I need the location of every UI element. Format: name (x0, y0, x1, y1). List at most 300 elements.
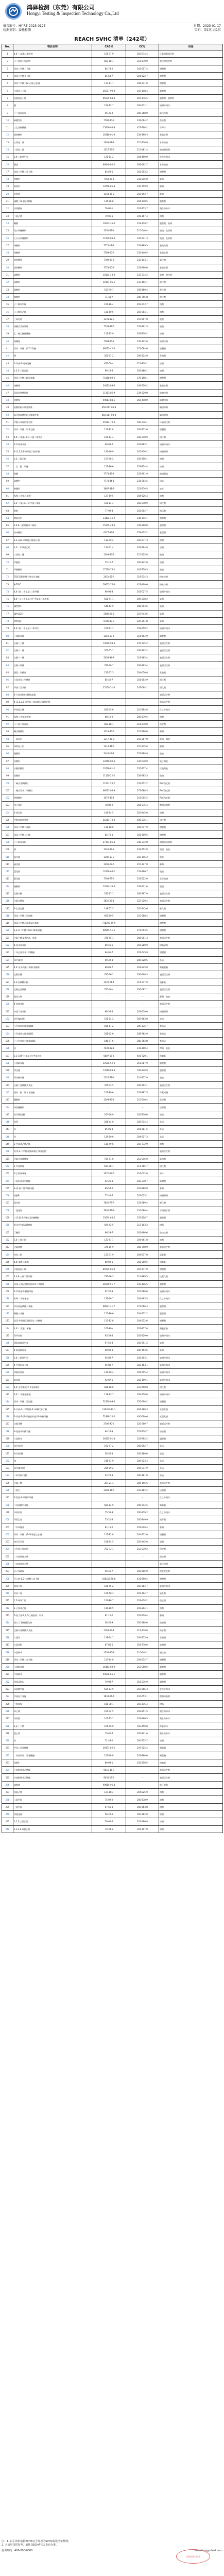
cell-ec: 205-911-9 (126, 1465, 159, 1472)
cell-no: 27 (2, 242, 13, 249)
cell-substance: 硅酸铅 (13, 772, 92, 779)
cell-use: 颜料 (159, 190, 223, 197)
cell-substance: 二氯甲烷 (13, 1796, 92, 1803)
cell-cas: 80-09-1 (92, 1258, 126, 1265)
cell-no: 79 (2, 625, 13, 632)
cell-no: 183 (2, 1391, 13, 1398)
cell-no: 108 (2, 838, 13, 845)
cell-use: 玻璃、陶瓷 (159, 735, 223, 742)
cell-cas: 10124-43-3 (92, 271, 126, 278)
cell-ec: - (126, 1104, 159, 1111)
cell-no: 237 (2, 1789, 13, 1796)
cell-use: 增塑剂 (159, 824, 223, 831)
cell-no: 135 (2, 1037, 13, 1044)
table-row (2, 905, 223, 912)
cell-cas: 99685-96-8 (92, 1781, 126, 1788)
cell-substance: 1,4-二氧六环 (13, 1236, 92, 1243)
cell-no: 34 (2, 293, 13, 300)
cell-ec: 233-402-1 (126, 279, 159, 286)
cell-substance: 重铬酸钠 (13, 131, 92, 139)
cell-ec: - (126, 404, 159, 411)
cell-no: 176 (2, 1339, 13, 1346)
table-row (2, 1479, 223, 1486)
cell-cas: 85-42-7 (92, 676, 126, 684)
table-row (2, 94, 223, 101)
cell-ec: - (126, 1560, 159, 1567)
table-row (2, 1693, 223, 1700)
cell-use: 杀菌剂 (159, 1634, 223, 1641)
cell-use: 玻璃、洗涤剂 (159, 227, 223, 234)
cell-ec: 233-331-6 (126, 883, 159, 890)
cell-use: 玻璃澄清剂 (159, 146, 223, 153)
cell-substance: 偶氮二甲酰胺 (13, 669, 92, 676)
cell-substance: 1-乙烯基咪唑 (13, 1170, 92, 1177)
cell-substance: 荧蒽 (13, 1118, 92, 1126)
cell-ec: 203-438-2 (126, 1597, 159, 1604)
cell-ec: 201-250-5 (126, 1759, 159, 1766)
table-row (2, 1737, 223, 1744)
table-row (2, 824, 223, 831)
cell-ec: 205-883-8 (126, 1015, 159, 1022)
cell-ec: 208-764-9 (126, 1030, 159, 1037)
cell-ec: 204-118-5 (126, 197, 159, 205)
cell-cas: 838-88-0 (92, 1383, 126, 1391)
cell-substance: 三氯甲烷 (13, 1803, 92, 1810)
cell-cas: 71888-89-6 (92, 375, 126, 382)
cell-cas: 1319-46-6 (92, 728, 126, 735)
cell-use: 阻燃剂 (159, 1671, 223, 1678)
cell-use: 阻燃剂 (159, 1310, 223, 1317)
cell-use: 固化剂 (159, 816, 223, 823)
cell-no: 168 (2, 1280, 13, 1287)
table-row (2, 522, 223, 529)
cell-cas: 205-99-2 (92, 1465, 126, 1472)
cell-ec: 401-720-1 (126, 1052, 159, 1059)
cell-cas: 218-01-9 (92, 1457, 126, 1464)
cell-substance: 碳酸钴 (13, 286, 92, 293)
table-row (2, 323, 223, 330)
cell-no: 140 (2, 1074, 13, 1081)
cell-use: 溶剂 (159, 301, 223, 308)
table-row (2, 956, 223, 963)
cell-substance: 1,1,2-三氯乙烷 (13, 1818, 92, 1825)
table-row (2, 1575, 223, 1582)
table-row (2, 1781, 223, 1788)
cell-use: 稳定剂 (159, 1546, 223, 1553)
cell-substance: 硫酸钴 (13, 271, 92, 278)
table-row (2, 639, 223, 647)
cell-use: 热敏纸 (159, 1258, 223, 1265)
cell-cas: 12060-00-3 (92, 757, 126, 765)
cell-cas: 127-19-5 (92, 492, 126, 499)
cell-ec: 212-039-2 (126, 1546, 159, 1553)
table-row (2, 1810, 223, 1818)
cell-ec: 202-318-7 (126, 1428, 159, 1435)
cell-no: 62 (2, 500, 13, 507)
cell-ec: 204-214-7 (126, 1656, 159, 1663)
cell-cas: - (92, 993, 126, 1001)
cell-no: 2 (2, 58, 13, 65)
cell-cas: 3380-34-5 (92, 1486, 126, 1494)
cell-cas: 166412-78-8 (92, 1575, 126, 1582)
cell-use: 染料 (159, 603, 223, 610)
cell-ec: 202-506-9 (126, 1568, 159, 1575)
cell-substance: 八甲基环四硅氧烷D4 (13, 1023, 92, 1030)
cell-use: PVC稳定剂 (159, 787, 223, 794)
cell-use: 杂质 (159, 1126, 223, 1133)
cell-ec: 215-116-9 (126, 139, 159, 146)
cell-no: 33 (2, 286, 13, 293)
cell-no: 130 (2, 1001, 13, 1008)
cell-ec: 204-927-3 (126, 1133, 159, 1140)
table-row (2, 1052, 223, 1059)
cell-substance: 二丁基锡二氯化物 (13, 58, 92, 65)
table-row (2, 1162, 223, 1170)
cell-ec: 202-987-5 (126, 1089, 159, 1096)
cell-no: 153 (2, 1170, 13, 1177)
cell-substance: 联苯胺 (13, 1376, 92, 1383)
cell-no: 39 (2, 330, 13, 337)
cell-cas: 1163-19-5 (92, 632, 126, 639)
cell-no: 18 (2, 176, 13, 183)
cell-use: 杀虫剂 (159, 116, 223, 124)
cell-cas: 101-61-1 (92, 625, 126, 632)
cell-no: 128 (2, 986, 13, 993)
cell-use: 增塑剂 (159, 426, 223, 433)
cell-no: 118 (2, 912, 13, 919)
cell-cas: 548-62-9 (92, 603, 126, 610)
cell-use: 阻燃剂、玻璃 (159, 219, 223, 227)
cell-ec: 210-894-6 (126, 706, 159, 713)
table-row (2, 1148, 223, 1155)
cell-substance: 得克隆 (13, 1066, 92, 1074)
table-row (2, 1045, 223, 1052)
cell-substance: 叠氮化铅 (13, 514, 92, 521)
cell-cas: 15606-95-8 (92, 124, 126, 131)
cell-use: 杂质 (159, 1118, 223, 1126)
cell-cas: 110-80-5 (92, 308, 126, 315)
cell-cas: 110-49-6 (92, 1140, 126, 1147)
cell-cas: 79-06-1 (92, 205, 126, 212)
cell-ec: 271-084-6 (126, 345, 159, 352)
cell-use: 起爆剂 (159, 514, 223, 521)
cell-use: 溶剂 (159, 713, 223, 720)
table-row (2, 1376, 223, 1383)
table-row (2, 1707, 223, 1715)
cell-ec: 232-064-2 (126, 116, 159, 124)
cell-use: 表面活性剂 (159, 986, 223, 993)
cell-substance: 氯化钴 (13, 1199, 92, 1207)
table-row (2, 1597, 223, 1604)
table-row (2, 1560, 223, 1567)
table-row (2, 1199, 223, 1207)
cell-no: 185 (2, 1405, 13, 1413)
cell-substance: 1,1,2,2-四氯乙烷 (13, 1825, 92, 1833)
cell-substance: 5-叔丁基-2,4,6-三硝基间二甲苯 (13, 1612, 92, 1619)
table-row (2, 293, 223, 300)
cell-cas: 1327-53-3 (92, 146, 126, 153)
cell-no: 231 (2, 1744, 13, 1752)
cell-no: 24 (2, 219, 13, 227)
table-row (2, 1789, 223, 1796)
company-name-block (27, 4, 212, 16)
cell-cas: 25214-70-4 (92, 816, 126, 823)
cell-no: 161 (2, 1229, 13, 1236)
cell-no: 11 (2, 124, 13, 131)
cell-use: 聚合物单体 (159, 1730, 223, 1737)
cell-substance: 4,4'-二氨基二苯甲烷 (13, 50, 92, 58)
cell-no: 134 (2, 1030, 13, 1037)
cell-cas: - (92, 1494, 126, 1501)
cell-ec: 202-591-2 (126, 1339, 159, 1346)
table-row (2, 1008, 223, 1015)
cell-cas: 10043-35-3 (92, 219, 126, 227)
cell-use: 增塑剂 (159, 1317, 223, 1325)
table-row (2, 426, 223, 433)
cell-substance: 2-氨基-3-甲基苯甲酸 (13, 1494, 92, 1501)
cell-use: 聚合物单体 (159, 1707, 223, 1715)
cell-no: 156 (2, 1192, 13, 1199)
cell-ec: 212-828-1 (126, 360, 159, 367)
cell-cas: 24613-89-6 (92, 382, 126, 389)
cell-use: 金属处理 (159, 382, 223, 389)
cell-use: 染发剂 (159, 1590, 223, 1597)
cell-substance: 二甲苯麝香 (13, 1523, 92, 1531)
cell-use: 防腐剂 (159, 1641, 223, 1649)
cell-no: 187 (2, 1420, 13, 1428)
cell-cas: 26471-62-5 (92, 1744, 126, 1752)
cell-ec: 234-363-3 (126, 772, 159, 779)
cell-no: 92 (2, 721, 13, 728)
cell-cas: 98-54-4 (92, 1008, 126, 1015)
table-row (2, 647, 223, 654)
cell-cas: 75-56-9 (92, 1509, 126, 1516)
cell-cas: 732-26-3 (92, 1273, 126, 1280)
cell-use: PVC稳定剂 (159, 794, 223, 801)
cell-use: 光引发剂 (159, 1413, 223, 1420)
cell-no: 21 (2, 197, 13, 205)
cell-substance: 硬脂酸铅 (13, 794, 92, 801)
cell-use: 电池 (159, 1074, 223, 1081)
cell-substance: 碱式碳酸铅 (13, 728, 92, 735)
logo-mark-icon (8, 6, 19, 16)
table-row (2, 1074, 223, 1081)
cell-cas: 206-44-0 (92, 1118, 126, 1126)
cell-substance: 富勒烯 (13, 1781, 92, 1788)
cell-substance: 铬酸钾 (13, 249, 92, 257)
table-row (2, 1634, 223, 1641)
cell-substance: 全氟十一酸 (13, 654, 92, 662)
cell-use: 增塑剂 (159, 831, 223, 838)
table-row (2, 1516, 223, 1523)
cell-no: 229 (2, 1730, 13, 1737)
cell-no: 72 (2, 573, 13, 581)
cell-substance: 4,4'-双(二甲氨基)二苯甲酮 (13, 588, 92, 595)
cell-use: 抗氧化剂 (159, 1273, 223, 1280)
cell-ec: 202-966-0 (126, 1752, 159, 1759)
cell-ec: 276-158-1 (126, 375, 159, 382)
cell-cas: 11120-22-2 (92, 772, 126, 779)
cell-use: 杂质 (159, 1450, 223, 1457)
cell-substance: 2-甲氧基苯胺 (13, 440, 92, 448)
cell-ec: 427-700-2 (126, 124, 159, 131)
cell-ec: 201-197-8 (126, 1825, 159, 1833)
cell-use: 树脂原料 (159, 1008, 223, 1015)
cell-no: 52 (2, 426, 13, 433)
table-row (2, 1229, 223, 1236)
cell-cas: 85535-84-8 (92, 94, 126, 101)
table-row (2, 728, 223, 735)
cell-use: 颜料 (159, 860, 223, 868)
cell-cas: 101-14-4 (92, 433, 126, 440)
cell-substance: 十二甲基环六硅氧烷D6 (13, 1037, 92, 1044)
cell-no: 107 (2, 831, 13, 838)
cell-no: 47 (2, 389, 13, 396)
cell-cas: 7758-97-6 (92, 176, 126, 183)
cell-no: 221 (2, 1671, 13, 1678)
cell-no: 94 (2, 735, 13, 742)
cell-no: 83 (2, 654, 13, 662)
cell-ec: 211-989-5 (126, 1273, 159, 1280)
cell-use: 表面活性剂 (159, 1081, 223, 1089)
cell-cas: - (92, 691, 126, 698)
cell-use: 冶炼 (159, 485, 223, 492)
cell-cas: 7778-39-4 (92, 470, 126, 477)
table-row (2, 1214, 223, 1221)
table-row (2, 1332, 223, 1339)
cell-ec: 231-846-0 (126, 176, 159, 183)
cell-cas: 7646-79-9 (92, 1207, 126, 1214)
cell-no: 222 (2, 1678, 13, 1685)
cell-cas: 25550-51-0 (92, 684, 126, 691)
cell-ec: 218-165-4 (126, 654, 159, 662)
cell-no: 205 (2, 1553, 13, 1560)
cell-substance: 1-甲基-2-吡咯烷酮 (13, 360, 92, 367)
footer-contact: 咨询热线：400-000-0000 (2, 2549, 33, 2552)
cell-no: 125 (2, 963, 13, 971)
cell-substance: 苯并[a]蒽 (13, 1450, 92, 1457)
cell-cas: 375-95-1 (92, 934, 126, 941)
cell-cas: 3687-31-8 (92, 485, 126, 492)
cell-use: 阻燃剂 (159, 1280, 223, 1287)
cell-cas: 95-80-7 (92, 1361, 126, 1368)
table-row (2, 934, 223, 941)
table-row (2, 146, 223, 153)
cell-no: 227 (2, 1715, 13, 1722)
table-row (2, 249, 223, 257)
cell-use: 电镀 (159, 323, 223, 330)
cell-ec: 200-280-6 (126, 1450, 159, 1457)
cell-ec: 235-727-4 (126, 765, 159, 772)
cell-no: 77 (2, 610, 13, 617)
cell-use: 热敏纸 (159, 1759, 223, 1766)
cell-ec: 203-404-7 (126, 1590, 159, 1597)
cell-ec: 273-688-5 (126, 787, 159, 794)
cell-ec: 203-584-7 (126, 1582, 159, 1589)
cell-ec: - (126, 1767, 159, 1774)
table-row (2, 279, 223, 286)
cell-ec: 234-329-8 (126, 389, 159, 396)
cell-ec: 203-466-5 (126, 1715, 159, 1722)
cell-no: 32 (2, 279, 13, 286)
table-row (2, 1251, 223, 1258)
header-ec: EC号 (126, 44, 159, 50)
cell-substance: 氧化镉 (13, 853, 92, 860)
cell-no: 100 (2, 779, 13, 787)
cell-no: 142 (2, 1089, 13, 1096)
cell-ec: 236-948-9 (126, 1066, 159, 1074)
cell-use: 橡胶单体 (159, 1722, 223, 1730)
cell-no: 115 (2, 890, 13, 897)
cell-substance: 苯并[a]芘 (13, 956, 92, 963)
cell-use: 染料 (159, 617, 223, 624)
cell-cas: 117-81-7 (92, 80, 126, 87)
cell-cas: 75-21-8 (92, 1516, 126, 1523)
table-row (2, 1369, 223, 1376)
table-row (2, 632, 223, 639)
cell-use: 固化剂 (159, 1162, 223, 1170)
table-row (2, 197, 223, 205)
table-row (2, 330, 223, 337)
cell-no: 104 (2, 809, 13, 816)
cell-cas: 1072-35-1 (92, 794, 126, 801)
cell-cas: 7784-40-9 (92, 116, 126, 124)
cell-no: 151 (2, 1155, 13, 1162)
cell-use: 溶剂 (159, 1825, 223, 1833)
cell-cas: 754-91-6 (92, 1155, 126, 1162)
table-row (2, 846, 223, 853)
cell-substance: 三氧化铬 (13, 315, 92, 323)
cell-ec: 200-262-8 (126, 1810, 159, 1818)
cell-cas: 68515-51-5 (92, 927, 126, 934)
cell-ec: 247-148-4 (126, 87, 159, 94)
cell-ec: 203-713-7 (126, 301, 159, 308)
cell-use: 增塑剂 (159, 375, 223, 382)
cell-ec: 204-826-4 (126, 492, 159, 499)
cell-no: 20 (2, 190, 13, 197)
cell-no: 60 (2, 485, 13, 492)
cell-use: 热敏纸 (159, 1052, 223, 1059)
cell-cas: 7790-79-6 (92, 875, 126, 883)
cell-cas: 12626-81-2 (92, 765, 126, 772)
cell-ec: 211-670-0 (126, 58, 159, 65)
cell-use: 溶剂 (159, 1236, 223, 1243)
cell-substance: 苯并[ghi]苝 (13, 1015, 92, 1022)
cell-cas: - (92, 1104, 126, 1111)
cell-cas: 84-61-7 (92, 949, 126, 956)
cell-substance: 多溴联苯 (13, 1671, 92, 1678)
cell-use: 颜料 (159, 742, 223, 750)
table-row (2, 1744, 223, 1752)
table-row (2, 500, 223, 507)
cell-no: 63 (2, 507, 13, 514)
cell-no: 1 (2, 50, 13, 58)
cell-ec: 215-146-2 (126, 853, 159, 860)
cell-no: 216 (2, 1634, 13, 1641)
cell-use: 光引发剂 (159, 1405, 223, 1413)
cell-ec: 205-923-4 (126, 1457, 159, 1464)
cell-substance: 4,4'-磺酰二苯酚 (13, 1258, 92, 1265)
cell-cas: 78-00-2 (92, 802, 126, 809)
cell-cas: 11103-86-9 (92, 389, 126, 396)
cell-no: 41 (2, 345, 13, 352)
table-row (2, 1759, 223, 1766)
cell-use: 绝缘油 (159, 1649, 223, 1656)
cell-use: 增塑剂 (159, 1575, 223, 1582)
cell-substance: 双酚S (13, 1759, 92, 1766)
cell-use: 电池 (159, 853, 223, 860)
cell-substance: 4-羟基苯甲酸丁酯 (13, 1428, 92, 1435)
